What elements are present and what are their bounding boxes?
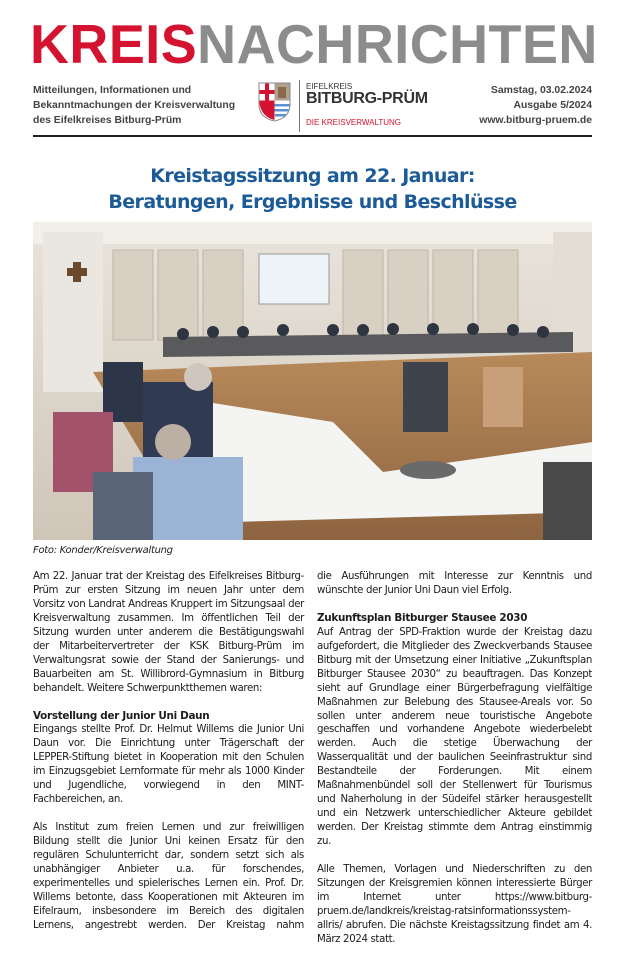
masthead-nachrichten: NACHRICHTEN: [197, 13, 598, 75]
issue-website[interactable]: www.bitburg-pruem.de: [479, 115, 592, 126]
district-logo: [258, 80, 428, 132]
logo-bitburg-pruem: BITBURG-PRÜM: [306, 90, 428, 107]
article-intro: Am 22. Januar trat der Kreistag des Eifelkreises Bitburg-Prüm zur ersten Sitzung im neuen Jahr unter dem Vorsitz von Landrat Andreas Kruppert im Sitzungsaal der Kreisverwaltung zusammen. Im öffentlichen Teil der Sitzung wurden unter anderem die Bestätigungswahl der Mitarbeitervertreter der KSK Bitburg-Prüm im Verwaltungsrat sowie der Stand der Sanierungs- und Bauarbeiten am St. Willibrord-Gymnasium in Bitburg behandelt. Weitere Schwerpunktthemen waren:: [33, 571, 304, 694]
issue-edition: Ausgabe 5/2024: [513, 100, 592, 111]
article-paragraph: Als Institut zum freien Lernen und zur freiwilligen Bildung stellt die Junior Uni keinen Ersatz für den regulären Schulunterricht dar, sondern setzt sich als unabhängiger Anbieter u.a. für forschendes, experimentelles und spielerisches Lernen ein. Prof. Dr. Willems betonte, dass Kooperationen mit Akteuren im Eifelraum, insbesondere im Bereich des digitalen Lernens, angestrebt werden. Der Kreistag nahm: [33, 822, 304, 931]
section-heading-junior-uni: Vorstellung der Junior Uni Daun: [33, 709, 210, 722]
coat-of-arms-icon: [258, 82, 291, 122]
masthead-kreis: KREIS: [30, 13, 198, 75]
subtitle-line: Mitteilungen, Informationen und: [33, 85, 192, 96]
article-paragraph: Eingangs stellte Prof. Dr. Helmut Willems die Junior Uni Daun vor. Die Einrichtung unter Trägerschaft der LEPPER-Stiftung bietet in Kooperation mit den Schulen im Einzugsgebiet Lernformate für mehr als 1000 Kinder und Jugendliche, vorwiegend in den MINT-Fachbereichen, an.: [33, 724, 304, 806]
logo-divider: [299, 80, 300, 132]
logo-kreisverwaltung: DIE KREISVERWALTUNG: [306, 118, 401, 127]
headline-line: Kreistagssitzung am 22. Januar:: [150, 165, 475, 187]
article-column-left: [33, 570, 304, 947]
logo-eifelkreis: EIFELKREIS: [306, 82, 353, 91]
article-paragraph-continued: die Ausführungen mit Interesse zur Kenntnis und wünschte der Junior Uni Daun viel Erfolg.: [317, 571, 592, 596]
article-paragraph: Auf Antrag der SPD-Fraktion wurde der Kreistag dazu aufgefordert, die Mitglieder des Zweckverbands Stausee Bitburg mit der Umsetzung einer Initiative „Zukunftsplan Bitburger Stausee 2030“ zu beauftragen. Das Konzept sieht auf Grundlage einer Bürgerbefragung vielfältige Maßnahmen zur Belebung des Stausee-Areals vor. So sollen unter anderem neue touristische Angebote geschaffen und vorhandene Angebote wiederbelebt werden. Auch die stetige Überwachung der Wasserqualität und der baulichen Seeinfrastruktur sind Bestandteile der Forderungen. Mit einem Maßnahmenbündel soll der Stellenwert für Tourismus und Naherholung in der Südeifel stärker herausgestellt und ein Netzwerk unterschiedlicher Akteure gebildet werden. Der Kreistag stimmte dem Antrag einstimmig zu.: [317, 626, 592, 848]
issue-info: [479, 83, 592, 128]
photo-caption: Foto: Konder/Kreisverwaltung: [33, 545, 173, 556]
headline-line: Beratungen, Ergebnisse und Beschlüsse: [108, 191, 517, 213]
article-column-right: [317, 570, 592, 961]
masthead-title: [30, 14, 598, 74]
article-photo: [33, 222, 592, 540]
section-heading-stausee: Zukunftsplan Bitburger Stausee 2030: [317, 611, 528, 624]
subtitle-line: Bekanntmachungen der Kreisverwaltung: [33, 100, 236, 111]
publication-subtitle: [33, 83, 235, 128]
header-rule: [33, 135, 592, 137]
subtitle-line: des Eifelkreises Bitburg-Prüm: [33, 115, 182, 126]
issue-date: Samstag, 03.02.2024: [490, 85, 592, 96]
article-headline: [0, 163, 625, 215]
article-closing: Alle Themen, Vorlagen und Niederschriften zu den Sitzungen der Kreisgremien können interessierte Bürger im Internet unter https://www.bitburg-pruem.de/landkreis/kreistag-ratsinformationssystem-allris/ abrufen. Die nächste Kreistagssitzung findet am 4. März 2024 statt.: [317, 863, 592, 945]
meeting-room-photo: [33, 222, 592, 540]
